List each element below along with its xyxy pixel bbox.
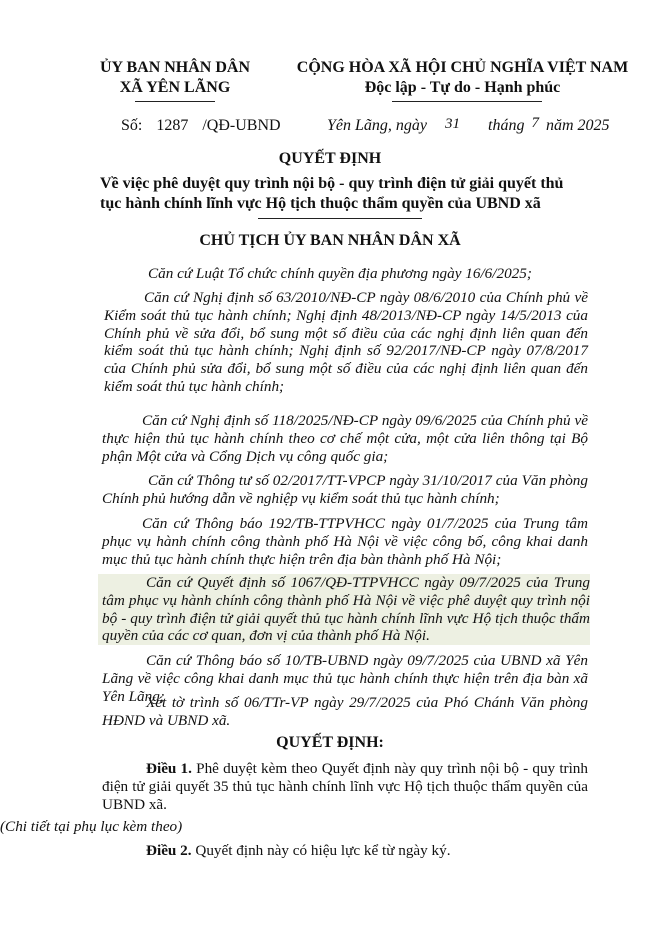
preamble-item: Căn cứ Nghị định số 118/2025/NĐ-CP ngày 09/6/2025 của Chính phủ về thực hiện thủ tục hành chính theo cơ chế một cửa, một cửa liên thông tại Bộ phận Một cửa và Cổng Dịch vụ công quốc gia; [102,412,588,465]
place-date-prefix: Yên Lãng, ngày [327,117,427,134]
article-2 [146,842,586,860]
article-1-label: Điều 1. [146,760,192,777]
motto-underline [392,101,542,102]
place-date [327,117,610,135]
authority-heading: CHỦ TỊCH ỦY BAN NHÂN DÂN XÃ [199,232,461,249]
preamble-item: Xét tờ trình số 06/TTr-VP ngày 29/7/2025 của Phó Chánh Văn phòng HĐND và UBND xã. [102,694,588,729]
document-title: QUYẾT ĐỊNH [278,150,382,167]
month-label: tháng [488,117,525,134]
agency-line-1: ỦY BAN NHÂN DÂN [99,59,251,76]
article-2-label: Điều 2. [146,842,192,859]
article-1-text: Phê duyệt kèm theo Quyết định này quy trình nội bộ - quy trình điện tử giải quyết 35 thủ tục hành chính lĩnh vực Hộ tịch thuộc thẩm quyền của UBND xã. [102,760,588,813]
subject-underline [258,218,422,219]
date-day: 31 [445,116,460,132]
national-motto [285,58,640,98]
country-name: CỘNG HÒA XÃ HỘI CHỦ NGHĨA VIỆT NAM [296,59,629,76]
agency-underline [135,101,215,102]
date-month: 7 [531,115,539,131]
agency-line-2: XÃ YÊN LÃNG [119,79,231,96]
preamble-item: Căn cứ Luật Tổ chức chính quyền địa phương ngày 16/6/2025; [148,265,532,282]
preamble-item: Căn cứ Nghị định số 63/2010/NĐ-CP ngày 08/6/2010 của Chính phủ về Kiểm soát thủ tục hành chính; Nghị định 48/2013/NĐ-CP ngày 14/5/2013 của Chính phủ về sửa đổi, bổ sung một số điều của các nghị định liên quan đến kiểm soát thủ tục hành chính; Nghị định số 92/2017/NĐ-CP ngày 07/8/2017 của Chính phủ sửa đổi, bổ sung một số điều của các nghị định liên quan đến kiểm soát thủ tục hành chính; [104,289,588,395]
preamble-item: Căn cứ Thông báo số 10/TB-UBND ngày 09/7/2025 của UBND xã Yên Lãng về việc công khai danh mục thủ tục hành chính thực hiện trên địa bàn xã Yên Lãng; [102,652,588,705]
number-suffix: /QĐ-UBND [202,117,281,134]
issuing-agency [60,58,290,98]
document-number [121,117,281,135]
number-value: 1287 [156,117,189,134]
article-2-text: Quyết định này có hiệu lực kể từ ngày ký. [195,842,451,859]
preamble-item: Căn cứ Thông báo 192/TB-TTPVHCC ngày 01/7/2025 của Trung tâm phục vụ hành chính công thành phố Hà Nội về việc công bố, công khai danh mục thủ tục hành chính thực hiện trên địa bàn thành phố Hà Nội; [102,515,588,568]
preamble-item: Căn cứ Thông tư số 02/2017/TT-VPCP ngày 31/10/2017 của Văn phòng Chính phủ hướng dẫn về nghiệp vụ kiểm soát thủ tục hành chính; [102,472,588,507]
appendix-note: (Chi tiết tại phụ lục kèm theo) [0,818,183,835]
number-label: Số: [121,117,143,134]
document-subject: Về việc phê duyệt quy trình nội bộ - quy trình điện tử giải quyết thủ tục hành chính lĩnh vực Hộ tịch thuộc thẩm quyền của UBND xã [100,175,564,212]
motto-line: Độc lập - Tự do - Hạnh phúc [364,79,561,96]
preamble-item-highlighted: Căn cứ Quyết định số 1067/QĐ-TTPVHCC ngày 09/7/2025 của Trung tâm phục vụ hành chính công thành phố Hà Nội về việc phê duyệt quy trình nội bộ - quy trình điện tử giải quyết thủ tục hành chính lĩnh vực Hộ tịch thuộc thẩm quyền của các cơ quan, đơn vị của thành phố Hà Nội. [98,574,590,645]
decision-heading: QUYẾT ĐỊNH: [276,734,384,751]
article-1 [102,760,588,814]
date-year: năm 2025 [545,117,610,134]
